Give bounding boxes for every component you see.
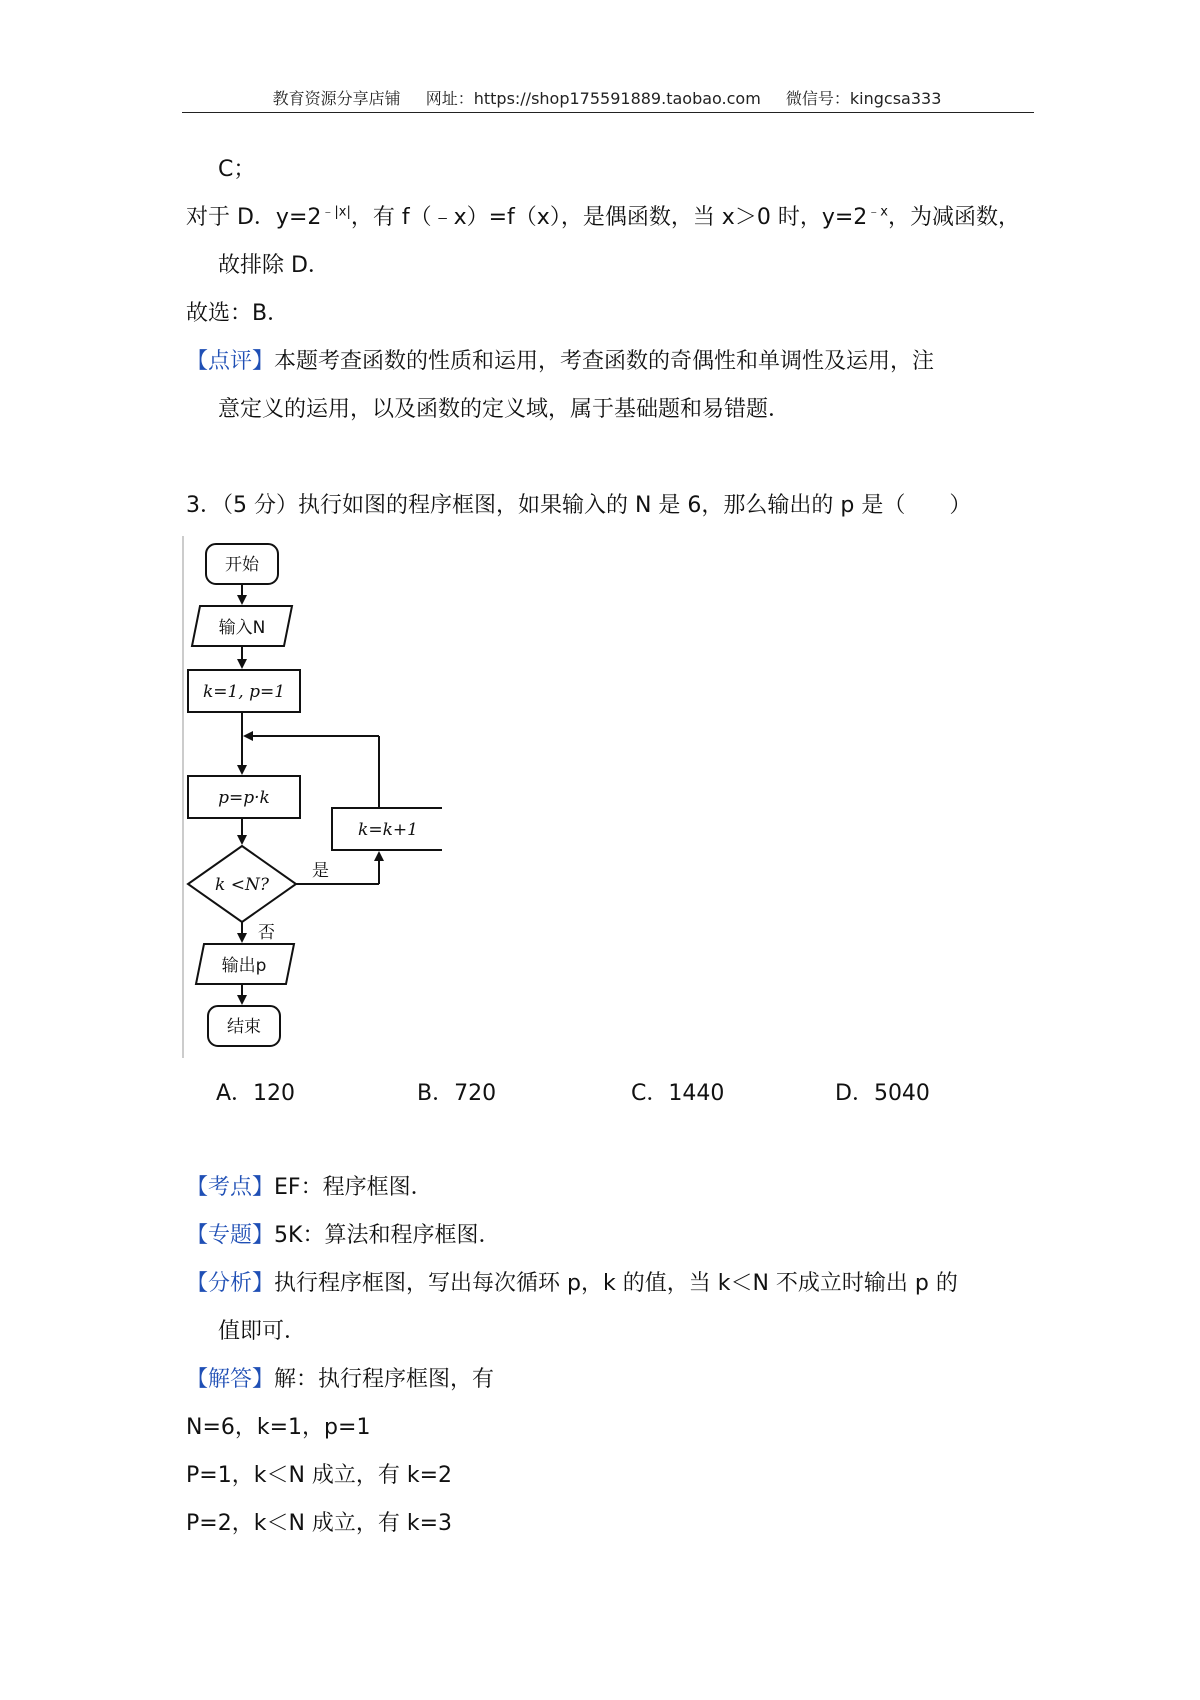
header-url[interactable]: 网址：https://shop175591889.taobao.com [425,89,761,108]
increment-label: k=k+1 [358,820,418,840]
solution-step: P=2，k＜N 成立，有 k=3 [186,1511,453,1536]
fenxi-line: 值即可． [218,1319,307,1344]
text-line: C； [218,157,256,182]
end-label: 结束 [227,1017,261,1037]
comment-text: 本题考查函数的性质和运用，考查函数的奇偶性和单调性及运用，注 [274,349,935,374]
text-fragment: ，为减函数， [887,205,1020,230]
kaodian-text: EF：程序框图． [274,1175,433,1200]
header-divider [182,112,1034,113]
header-wechat: 微信号：kingcsa333 [785,89,942,108]
zhuanti-line [186,1221,500,1251]
jieda-tag: 【解答】 [186,1367,275,1392]
comment-tag: 【点评】 [186,349,275,374]
text-line [186,203,1020,233]
option-a[interactable]: A．120 [216,1081,296,1106]
superscript: ﹣x [867,204,888,220]
page-header [182,86,1032,109]
no-label: 否 [258,923,275,943]
solution-step: N=6，k=1，p=1 [186,1415,371,1440]
input-label: 输入N [218,618,266,638]
option-c[interactable]: C．1440 [631,1081,725,1106]
header-shop: 教育资源分享店铺 [272,89,401,108]
superscript: ﹣|x| [321,204,351,220]
text-line: 故选：B． [186,301,290,326]
comment-line: 意定义的运用，以及函数的定义域，属于基础题和易错题． [218,397,791,422]
kaodian-tag: 【考点】 [186,1175,275,1200]
multiply-label: p=p·k [218,788,270,808]
comment-line [186,347,934,377]
zhuanti-text: 5K：算法和程序框图． [274,1223,501,1248]
text-fragment: 对于 D．y=2 [186,205,322,230]
solution-step: P=1，k＜N 成立，有 k=2 [186,1463,453,1488]
zhuanti-tag: 【专题】 [186,1223,275,1248]
fenxi-text: 执行程序框图，写出每次循环 p，k 的值，当 k＜N 不成立时输出 p 的 [274,1271,958,1296]
start-label: 开始 [225,555,259,575]
text-line: 故排除 D． [218,253,330,278]
question-text: 3．（5 分）执行如图的程序框图，如果输入的 N 是 6，那么输出的 p 是（ ） [186,493,972,518]
flowchart [182,536,442,1066]
init-label: k=1, p=1 [202,682,286,702]
fenxi-tag: 【分析】 [186,1271,275,1296]
jieda-line [186,1365,494,1395]
condition-label: k <N? [215,875,269,895]
text-fragment: ，有 f（﹣x）=f（x），是偶函数，当 x＞0 时，y=2 [350,205,868,230]
option-d[interactable]: D．5040 [835,1081,930,1106]
output-label: 输出p [221,956,267,976]
kaodian-line [186,1173,433,1203]
fenxi-line [186,1269,958,1299]
option-b[interactable]: B．720 [417,1081,497,1106]
jieda-text: 解：执行程序框图，有 [274,1367,495,1392]
yes-label: 是 [312,861,329,881]
